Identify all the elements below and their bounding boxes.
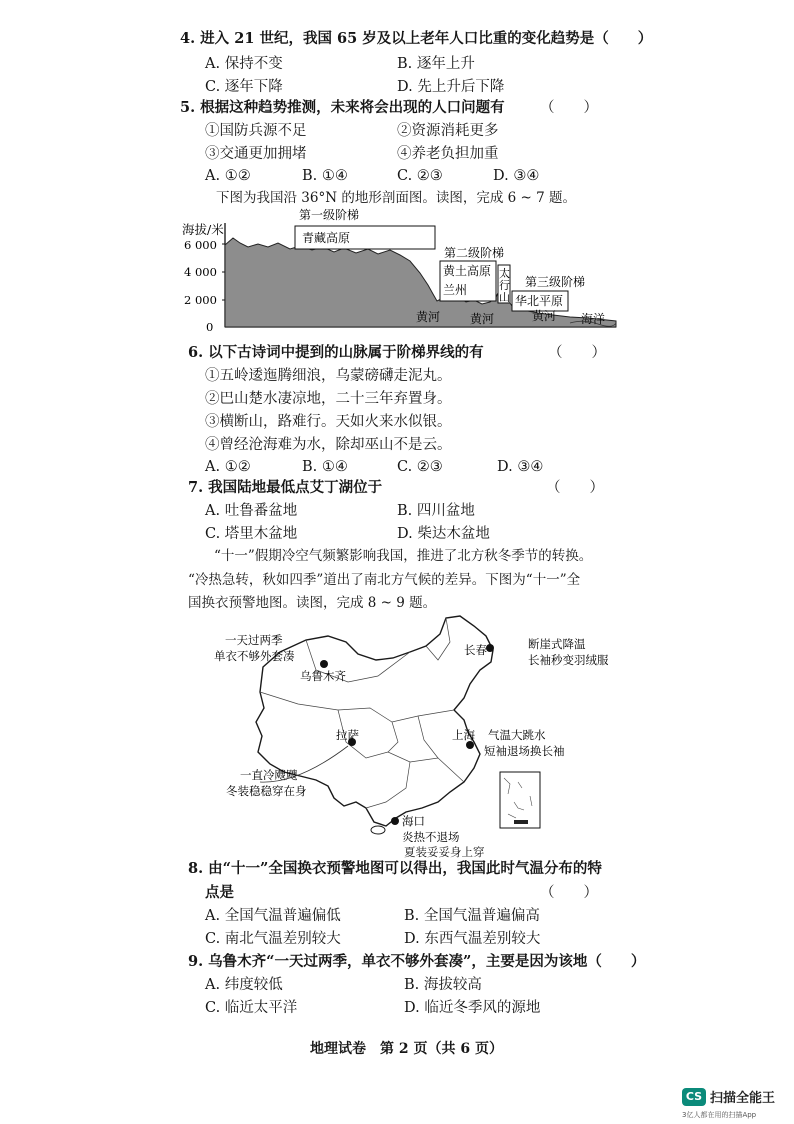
q6-item-4: ④曾经沧海难为水，除却巫山不是云。 xyxy=(205,437,452,453)
clothing-warning-map xyxy=(188,612,608,842)
q6-item-3: ③横断山，路难行。天如火来水似银。 xyxy=(205,414,452,430)
q5-item-1: ①国防兵源不足 xyxy=(205,123,307,139)
lhasa-note-2: 冬装稳稳穿在身 xyxy=(226,784,307,798)
urumqi-label: 乌鲁木齐 xyxy=(300,669,346,683)
changchun-note-1: 断崖式降温 xyxy=(528,637,586,651)
scanner-tagline: 3亿人都在用的扫描App xyxy=(682,1111,757,1119)
question-8-stem-line-1: 8. 由“十一”全国换衣预警地图可以得出，我国此时气温分布的特 xyxy=(188,860,602,877)
q5-item-4: ④养老负担加重 xyxy=(397,146,499,162)
lhasa-note-1: 一直冷飕飕 xyxy=(240,768,298,782)
profile-ytick-2000: 2 000 xyxy=(184,293,217,307)
changchun-label: 长春 xyxy=(464,643,487,657)
shanghai-dot xyxy=(466,741,474,749)
terrain-profile-diagram xyxy=(178,205,618,340)
q5-answer-bracket: （ ） xyxy=(540,100,598,116)
q7-option-d: D. 柴达木盆地 xyxy=(397,526,490,542)
profile-ylabel: 海拔/米 xyxy=(182,222,224,237)
q6-option-a: A. ①② xyxy=(205,459,251,475)
haikou-note-1: 炎热不退场 xyxy=(402,830,460,842)
q5-item-3: ③交通更加拥堵 xyxy=(205,146,307,162)
taihang-char-2: 行 xyxy=(499,279,510,292)
shanghai-note-2: 短袖退场换长袖 xyxy=(484,744,565,758)
q4-option-d: D. 先上升后下降 xyxy=(397,79,505,95)
q5-option-d: D. ③④ xyxy=(493,168,540,184)
question-4-stem: 4. 进入 21 世纪，我国 65 岁及以上老年人口比重的变化趋势是（ ） xyxy=(180,30,653,47)
q8-option-d: D. 东西气温差别较大 xyxy=(404,931,541,947)
scanner-app-name: 扫描全能王 xyxy=(710,1091,776,1106)
haikou-dot xyxy=(391,817,399,825)
q7-option-c: C. 塔里木盆地 xyxy=(205,526,298,542)
q8-option-b: B. 全国气温普遍偏高 xyxy=(404,908,540,924)
scanner-watermark xyxy=(682,1082,794,1124)
q4-option-a: A. 保持不变 xyxy=(205,56,283,72)
urumqi-note-1: 一天过两季 xyxy=(225,633,283,647)
plateau2-label: 黄土高原 xyxy=(443,264,492,278)
sea-label: 海洋 xyxy=(581,312,606,326)
q5-option-a: A. ①② xyxy=(205,168,251,184)
changchun-dot xyxy=(486,644,494,652)
q6-option-b: B. ①④ xyxy=(302,459,348,475)
q6-option-d: D. ③④ xyxy=(497,459,544,475)
q5-option-b: B. ①④ xyxy=(302,168,348,184)
question-8-stem-line-2: 点是 xyxy=(205,884,234,901)
q7-option-a: A. 吐鲁番盆地 xyxy=(205,503,298,519)
river-label-2: 黄河 xyxy=(470,312,495,326)
changchun-note-2: 长袖秒变羽绒服 xyxy=(528,653,608,667)
taihang-char-1: 太 xyxy=(499,267,510,280)
intro-q8-9-line-3: 国换衣预警地图。读图，完成 8 ~ 9 题。 xyxy=(188,595,437,611)
q7-option-b: B. 四川盆地 xyxy=(397,503,475,519)
question-9-stem: 9. 乌鲁木齐“一天过两季，单衣不够外套凑”，主要是因为该地（ ） xyxy=(188,953,646,970)
question-6-stem: 6. 以下古诗词中提到的山脉属于阶梯界线的有 xyxy=(188,344,484,361)
haikou-label: 海口 xyxy=(402,814,425,828)
lanzhou-label: 兰州 xyxy=(443,283,468,297)
plateau1-label: 青藏高原 xyxy=(302,231,351,245)
q4-option-b: B. 逐年上升 xyxy=(397,56,475,72)
scanner-logo-icon: CS xyxy=(682,1088,706,1106)
q9-option-a: A. 纬度较低 xyxy=(205,977,283,993)
plain-label: 华北平原 xyxy=(515,294,564,308)
question-5-stem: 5. 根据这种趋势推测，未来将会出现的人口问题有 xyxy=(180,99,505,116)
urumqi-dot xyxy=(320,660,328,668)
q9-option-d: D. 临近冬季风的源地 xyxy=(404,1000,541,1016)
intro-q8-9-line-2: “冷热急转，秋如四季”道出了南北方气候的差异。下图为“十一”全 xyxy=(188,572,581,588)
q5-item-2: ②资源消耗更多 xyxy=(397,123,499,139)
taihang-char-3: 山 xyxy=(499,291,510,304)
step3-label: 第三级阶梯 xyxy=(525,275,586,289)
q6-item-2: ②巴山楚水凄凉地，二十三年弃置身。 xyxy=(205,391,452,407)
q8-answer-bracket: （ ） xyxy=(540,885,598,901)
q8-option-c: C. 南北气温差别较大 xyxy=(205,931,341,947)
lhasa-label: 拉萨 xyxy=(336,728,359,742)
step2-label: 第二级阶梯 xyxy=(444,246,505,260)
question-7-stem: 7. 我国陆地最低点艾丁湖位于 xyxy=(188,479,383,496)
q9-option-b: B. 海拔较高 xyxy=(404,977,482,993)
q8-option-a: A. 全国气温普遍偏低 xyxy=(205,908,341,924)
q6-option-c: C. ②③ xyxy=(397,459,443,475)
urumqi-note-2: 单衣不够外套凑 xyxy=(214,649,295,663)
q6-answer-bracket: （ ） xyxy=(548,345,606,361)
profile-ytick-6000: 6 000 xyxy=(184,238,217,252)
q6-item-1: ①五岭逶迤腾细浪，乌蒙磅礴走泥丸。 xyxy=(205,368,452,384)
haikou-note-2: 夏装妥妥身上穿 xyxy=(404,845,485,859)
river-label-3: 黄河 xyxy=(532,309,557,323)
q5-option-c: C. ②③ xyxy=(397,168,443,184)
q4-option-c: C. 逐年下降 xyxy=(205,79,283,95)
step1-label: 第一级阶梯 xyxy=(299,208,360,222)
river-label-1: 黄河 xyxy=(416,310,441,324)
intro-q6-7: 下图为我国沿 36°N 的地形剖面图。读图，完成 6 ~ 7 题。 xyxy=(216,190,576,206)
shanghai-label: 上海 xyxy=(452,728,475,742)
q9-option-c: C. 临近太平洋 xyxy=(205,1000,298,1016)
shanghai-note-1: 气温大跳水 xyxy=(488,728,546,742)
q7-answer-bracket: （ ） xyxy=(546,480,604,496)
profile-ytick-4000: 4 000 xyxy=(184,265,217,279)
page-footer: 地理试卷 第 2 页（共 6 页） xyxy=(310,1041,503,1057)
profile-ytick-0: 0 xyxy=(206,320,214,334)
intro-q8-9-line-1: “十一”假期冷空气频繁影响我国，推进了北方秋冬季节的转换。 xyxy=(214,548,593,564)
hainan-island xyxy=(371,826,385,834)
